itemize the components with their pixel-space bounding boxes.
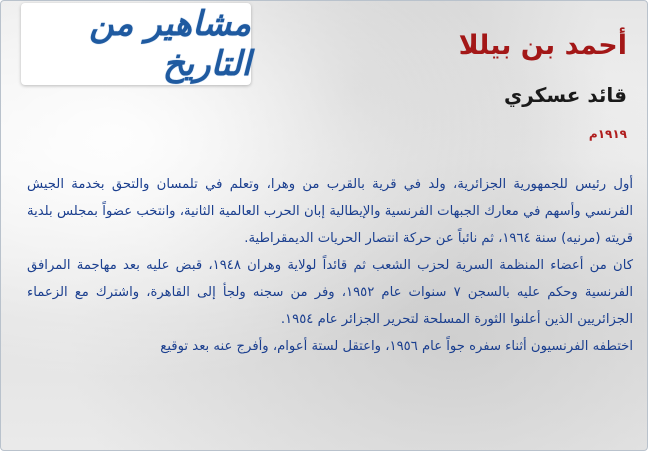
bio-paragraph: اختطفه الفرنسيون أثناء سفره جواً عام ١٩٥٦، واعتقل لستة أعوام، وأفرج عنه بعد توقيع [160, 339, 633, 354]
person-role: قائد عسكري [503, 83, 627, 107]
site-logo[interactable] [21, 3, 251, 85]
birth-year: ١٩١٩م [588, 127, 627, 141]
biography-text [27, 171, 633, 360]
bio-paragraph: كان من أعضاء المنظمة السرية لحزب الشعب ثم قائداً لولاية وهران ١٩٤٨، قبض عليه بعد مهاجمة المرافق الفرنسية وحكم عليه بالسجن ٧ سنوات عام ١٩٥٢، وفر من سجنه ولجأ إلى القاهرة، واشترك مع الزعماء الجزائريين الذين أعلنوا الثورة المسلحة لتحرير الجزائر عام ١٩٥٤. [27, 258, 633, 327]
logo-text: مشاهير من التاريخ [89, 4, 251, 84]
person-name: أحمد بن بيللا [458, 30, 627, 61]
bio-paragraph: أول رئيس للجمهورية الجزائرية، ولد في قرية بالقرب من وهرا، وتعلم في تلمسان والتحق بخدمة الجيش الفرنسي وأسهم في معارك الجبهات الفرنسية والإيطالية إبان الحرب العالمية الثانية، وانتخب عضواً بمجلس بلدية قريته (مرنيه) سنة ١٩٦٤، ثم نائباً عن حركة انتصار الحريات الديمقراطية. [27, 177, 633, 246]
